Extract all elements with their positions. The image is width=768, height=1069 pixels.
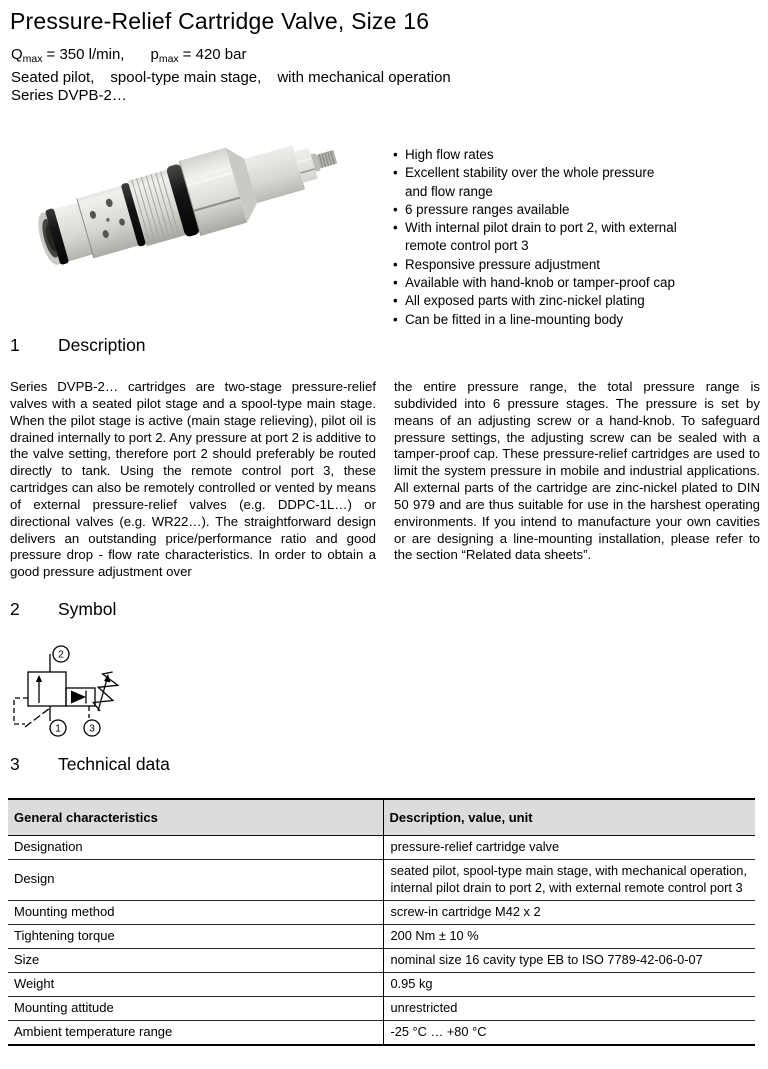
page-title: Pressure-Relief Cartridge Valve, Size 16: [10, 8, 430, 34]
section-heading-symbol: 2 Symbol: [10, 599, 117, 619]
table-row: Size nominal size 16 cavity type EB to ISO 7789-42-06-0-07: [8, 948, 755, 972]
feature-item: • Excellent stability over the whole pressure and flow range: [392, 164, 760, 201]
table-row: Ambient temperature range -25 °C … +80 °C: [8, 1020, 755, 1045]
feature-item: • All exposed parts with zinc-nickel plating: [392, 292, 760, 310]
feature-item: • High flow rates: [392, 146, 760, 164]
port-1-label: 1: [55, 723, 61, 735]
table-row: Weight 0.95 kg: [8, 972, 755, 996]
series-line: Series DVPB-2…: [11, 87, 127, 104]
table-row: Design seated pilot, spool-type main stage, with mechanical operation, internal pilot drain to port 2, with external remote control port 3: [8, 860, 755, 901]
feature-item: • With internal pilot drain to port 2, with external remote control port 3: [392, 219, 760, 256]
description-column-left: Series DVPB-2… cartridges are two-stage pressure-relief valves with a seated pilot stage and a spool-type main stage. When the pilot stage is active (main stage relieving), pilot oil is drained internally to port 2. Any pressure at port 2 is additive to the valve setting, therefore port 2 should preferably be routed directly to tank. Using the remote control port 3, these cartridges can also be remotely controlled or vented by means of external pressure-relief valves (e.g. DDPC-1L…) or directional valves (e.g. WR22…). The straightforward design delivers an outstanding price/performance ratio and good pressure drop - flow rate characteristics. In order to obtain a good pressure adjustment over: [10, 379, 376, 580]
feature-item: • Available with hand-knob or tamper-proof cap: [392, 274, 760, 292]
hydraulic-symbol: [10, 641, 150, 743]
col-header-description: Description, value, unit: [383, 799, 755, 836]
feature-item: • Responsive pressure adjustment: [392, 256, 760, 274]
col-header-characteristics: General characteristics: [8, 799, 383, 836]
section-heading-technical-data: 3 Technical data: [10, 754, 170, 774]
product-image: [10, 133, 375, 328]
design-line: Seated pilot, spool-type main stage, with mechanical operation: [11, 68, 451, 86]
table-row: Tightening torque 200 Nm ± 10 %: [8, 924, 755, 948]
subtitle-block: [11, 46, 751, 106]
feature-list: [392, 146, 760, 329]
technical-data-table: [8, 798, 755, 1046]
table-row: Mounting method screw-in cartridge M42 x 2: [8, 900, 755, 924]
spec-line: [11, 46, 751, 69]
pmax-spec: $p_{max} = 420$ bar: [150, 46, 247, 65]
table-row: Designation pressure-relief cartridge valve: [8, 836, 755, 860]
cartridge-valve-body: [30, 133, 346, 279]
section-heading-description: 1 Description: [10, 335, 146, 355]
feature-item: • 6 pressure ranges available: [392, 201, 760, 219]
table-row: Mounting attitude unrestricted: [8, 996, 755, 1020]
qmax-spec: $Q_{max} = 350$ l/min,: [11, 46, 125, 65]
table-header-row: [8, 799, 755, 836]
main-stage-box: [28, 672, 66, 706]
feature-item: • Can be fitted in a line-mounting body: [392, 311, 760, 329]
description-column-right: the entire pressure range, the total pressure range is subdivided into 6 pressure stages. The pressure is set by means of an adjusting screw or a hand-knob. To safeguard pressure settings, the adjusting screw can be sealed with a tamper-proof cap. These pressure-relief cartridges are used to limit the system pressure in mobile and industrial applications. All external parts of the cartridge are zinc-nickel plated to DIN 50 979 and are thus suitable for use in the harshest operating environments. If you intend to manufacture your own cavities or are designing a line-mounting installation, please refer to the section “Related data sheets”.: [394, 379, 760, 563]
port-2-label: 2: [58, 649, 64, 661]
port-3-label: 3: [89, 723, 95, 735]
